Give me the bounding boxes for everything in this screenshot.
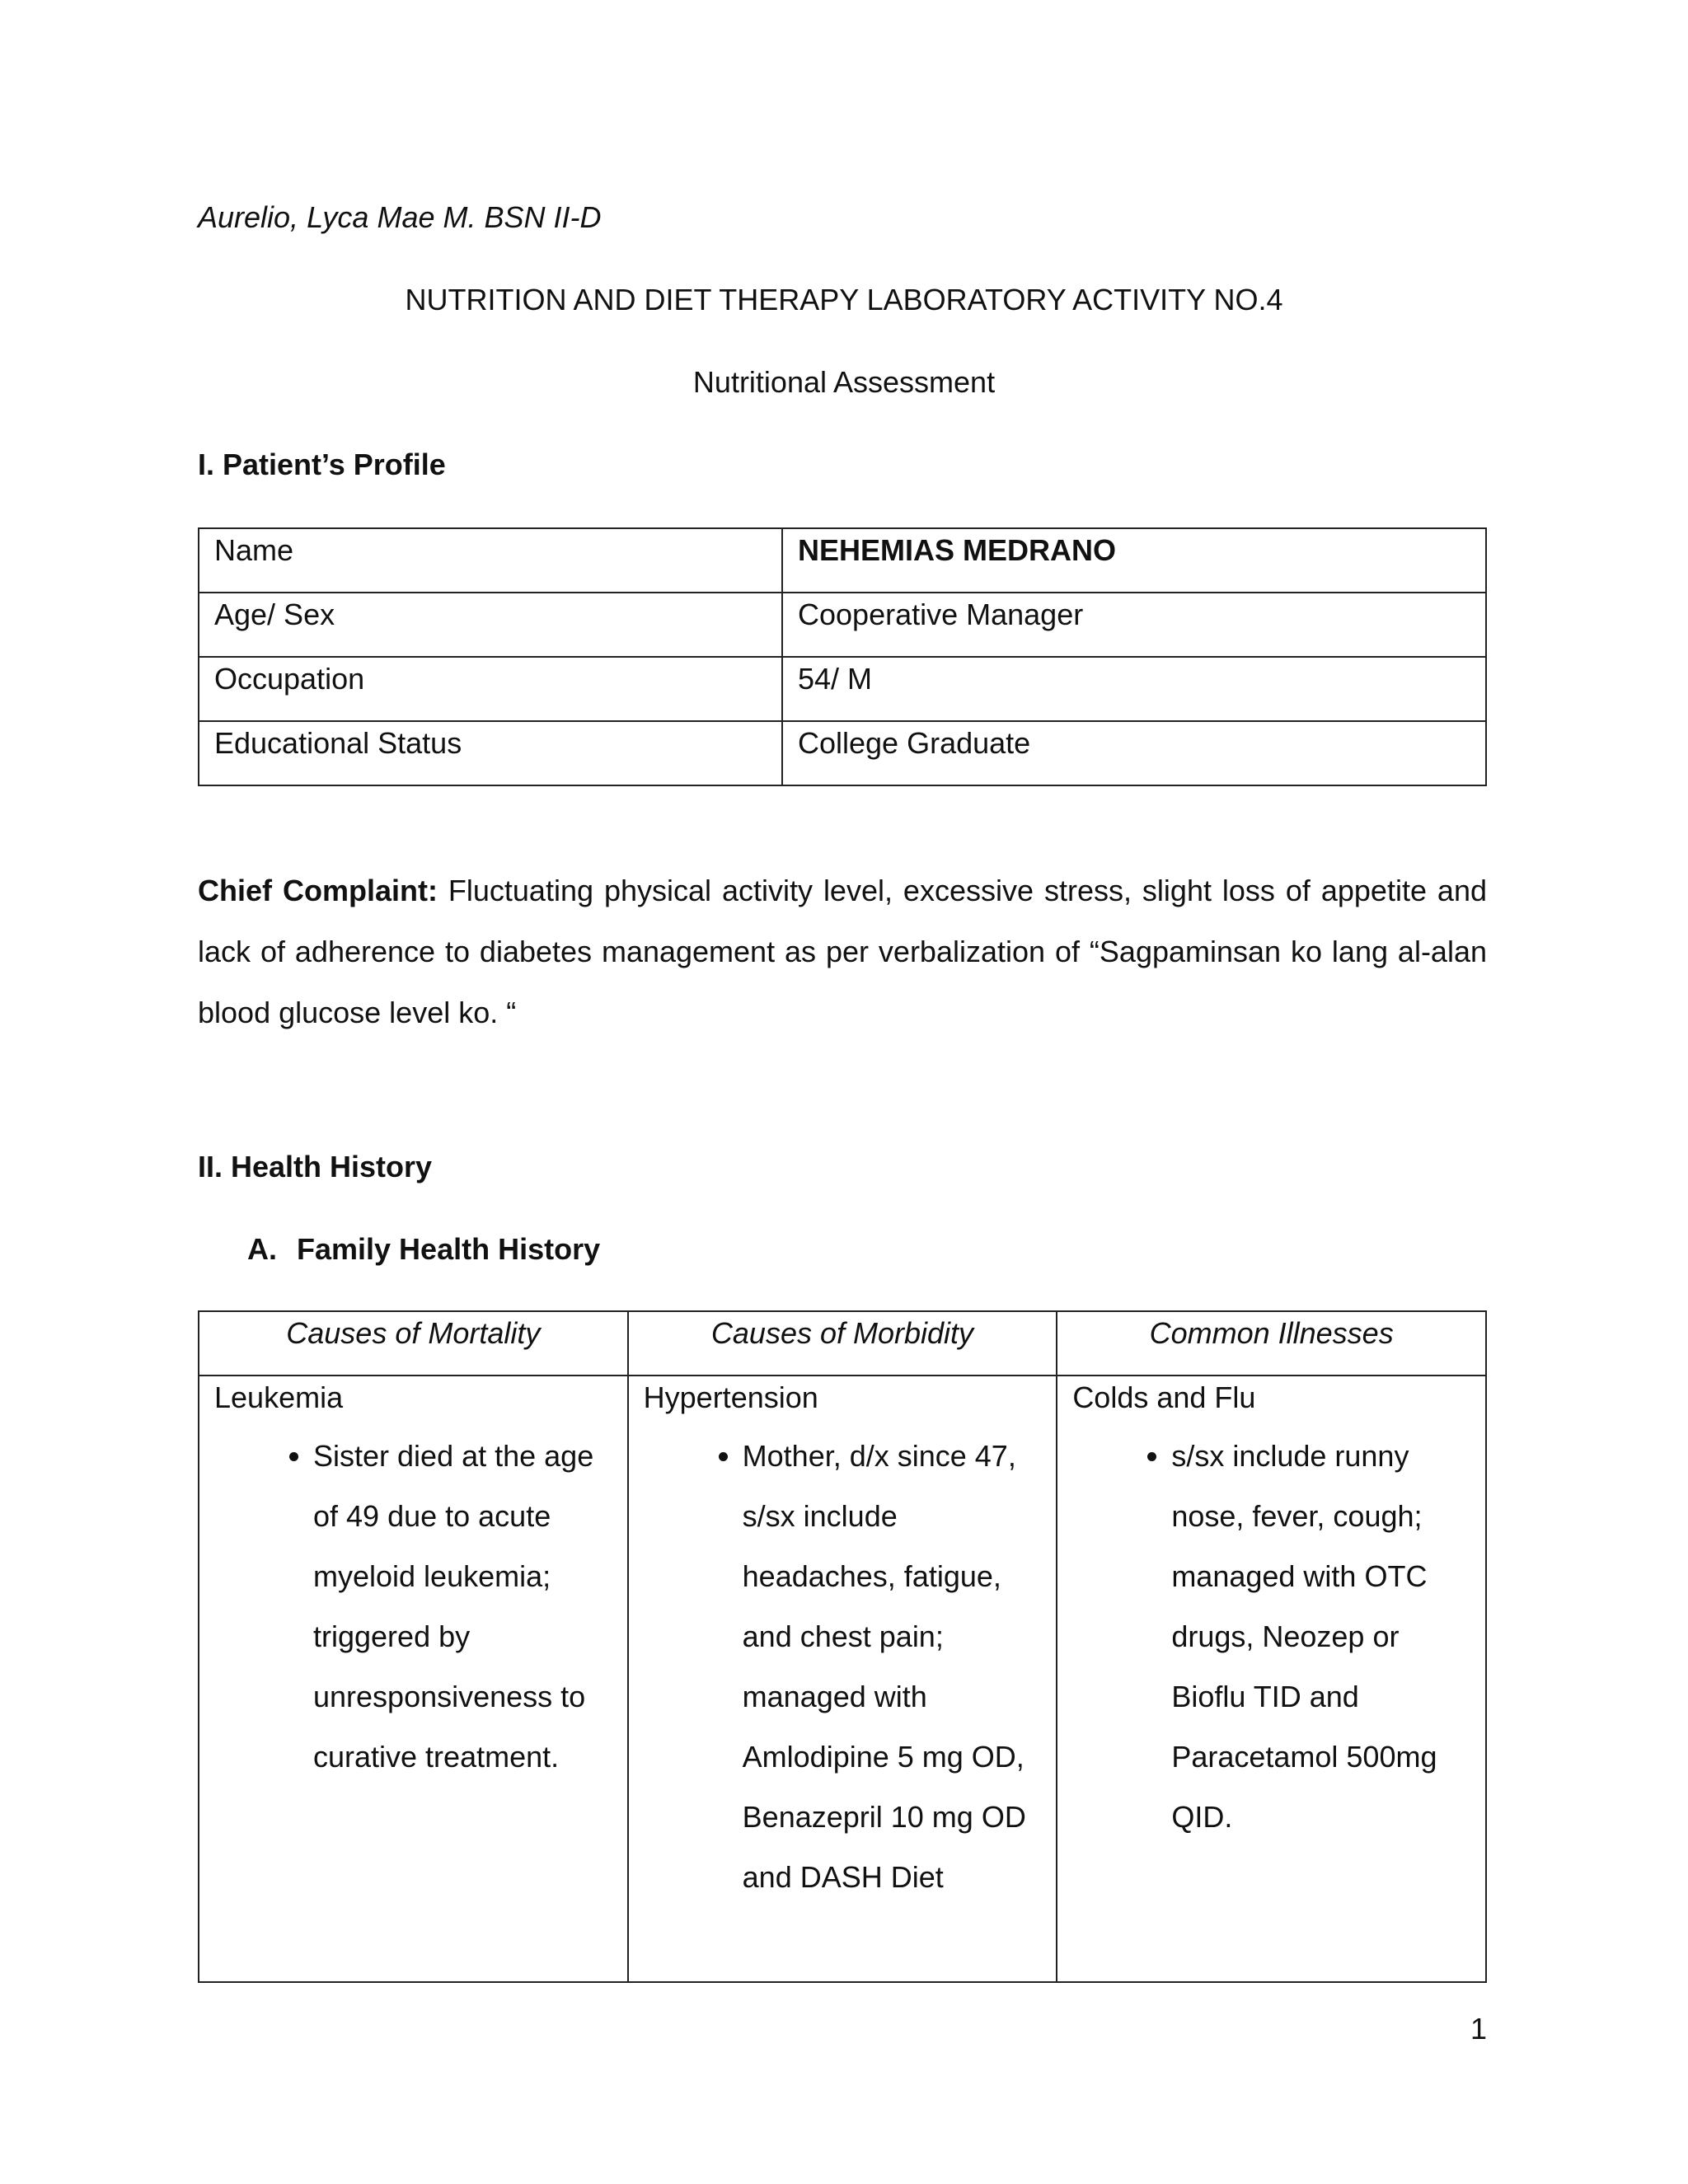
table-row [199,721,1486,785]
condition-name: Leukemia [214,1380,344,1414]
chief-complaint-text: Fluctuating physical activity level, excessive stress, slight loss of appetite and lack of adherence to diabetes management as per verbalization of “Sagpaminsan ko lang al-alan blood glucose level ko. “ [198,874,1487,1029]
list-item: • s/sx include runny nose, fever, cough; managed with OTC drugs, Neozep or Bioflu TID and Paracetamol 500mg QID. [1171,1426,1470,1847]
profile-label: Name [199,528,782,593]
document-subtitle: Nutritional Assessment [692,365,996,399]
table-row [199,593,1486,657]
page-number: 1 [1470,2012,1487,2046]
profile-value-name: NEHEMIAS MEDRANO [782,528,1486,593]
profile-label: Age/ Sex [199,593,782,657]
document-title: NUTRITION AND DIET THERAPY LABORATORY ACTIVITY NO.4 [405,283,1283,316]
chief-complaint-paragraph [198,860,1487,1043]
profile-value: 54/ M [782,657,1486,721]
table-row [199,528,1486,593]
detail-list [1072,1426,1470,1847]
chief-complaint-label: Chief Complaint: [198,874,438,907]
subsection-letter: A. [247,1232,277,1266]
profile-label: Occupation [199,657,782,721]
table-header-row [199,1311,1486,1376]
condition-name: Colds and Flu [1072,1380,1256,1414]
profile-value: Cooperative Manager [782,593,1486,657]
section-heading-patient-profile: I. Patient’s Profile [198,448,446,481]
column-header-mortality: Causes of Mortality [199,1311,628,1376]
patient-profile-table [198,527,1487,786]
column-header-illnesses: Common Illnesses [1057,1311,1486,1376]
subsection-heading-family-history [247,1231,600,1268]
table-cell-illnesses [1057,1376,1486,1982]
table-cell-morbidity [628,1376,1057,1982]
detail-list [214,1426,612,1787]
detail-list [644,1426,1042,1907]
list-item: • Mother, d/x since 47, s/sx include headaches, fatigue, and chest pain; managed with Amlodipine 5 mg OD, Benazepril 10 mg OD and DASH Diet [743,1426,1042,1907]
condition-name: Hypertension [643,1380,818,1414]
family-health-history-table [198,1310,1487,1983]
table-row [199,657,1486,721]
table-row [199,1376,1486,1982]
profile-value: College Graduate [782,721,1486,785]
list-item: • Sister died at the age of 49 due to acute myeloid leukemia; triggered by unresponsiveness to curative treatment. [313,1426,612,1787]
table-cell-mortality [199,1376,628,1982]
section-heading-health-history: II. Health History [198,1150,433,1183]
author-line: Aurelio, Lyca Mae M. BSN II-D [198,200,602,234]
column-header-morbidity: Causes of Morbidity [628,1311,1057,1376]
profile-label: Educational Status [199,721,782,785]
subsection-title: Family Health History [297,1232,601,1266]
